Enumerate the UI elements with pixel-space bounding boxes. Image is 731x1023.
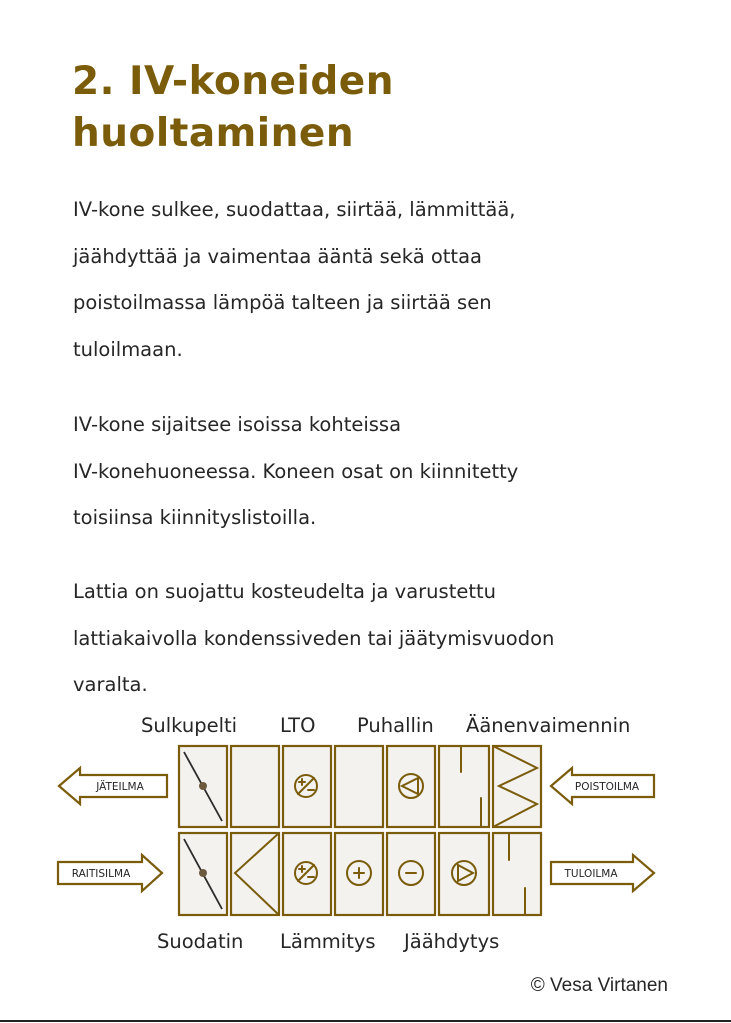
paragraph-line: Lattia on suojattu kosteudelta ja varustettu: [73, 580, 496, 603]
label-aanenvaimennin: Äänenvaimennin: [466, 714, 631, 737]
filter-unit: [231, 833, 279, 915]
damper-pivot: [199, 782, 207, 790]
label-puhallin: Puhallin: [357, 714, 434, 737]
empty-unit: [335, 746, 383, 827]
top-row-units: [179, 746, 541, 827]
arrow-label-jateilma: JÄTEILMA: [96, 781, 144, 793]
bottom-divider: [0, 1020, 731, 1022]
silencer-unit: [493, 833, 541, 915]
copyright-text: © Vesa Virtanen: [530, 975, 668, 996]
paragraph-line: tuloilmaan.: [73, 338, 183, 362]
label-lto: LTO: [280, 714, 316, 737]
paragraph-line: jäähdyttää ja vaimentaa ääntä sekä ottaa: [73, 244, 482, 268]
paragraph-line: IV-konehuoneessa. Koneen osat on kiinnitetty: [73, 459, 519, 483]
arrow-label-raitisilma: RAITISILMA: [71, 868, 131, 880]
fan-unit: [387, 746, 435, 827]
paragraph-line: varalta.: [73, 673, 148, 697]
empty-unit: [231, 746, 279, 827]
heat-recovery-unit: [283, 833, 331, 915]
label-lammitys: Lämmitys: [280, 930, 376, 953]
arrow-label-tuloilma: TULOILMA: [564, 868, 618, 880]
fan-unit: [439, 833, 489, 915]
heat-recovery-unit: [283, 746, 331, 827]
label-jaahdytys: Jäähdytys: [404, 930, 500, 953]
title-line-1: 2. IV-koneiden: [72, 59, 394, 104]
paragraph-line: IV-kone sijaitsee isoissa kohteissa: [73, 413, 402, 436]
paragraph-line: lattiakaivolla kondenssiveden tai jäätymisvuodon: [73, 626, 555, 650]
paragraph-line: IV-kone sulkee, suodattaa, siirtää, lämmittää,: [73, 198, 516, 221]
paragraph-line: poistoilmassa lämpöä talteen ja siirtää sen: [73, 291, 492, 315]
bottom-row-units: [179, 833, 541, 915]
paragraph-line: toisiinsa kiinnityslistoilla.: [73, 506, 317, 530]
label-suodatin: Suodatin: [157, 930, 244, 953]
arrow-label-poistoilma: POISTOILMA: [574, 781, 640, 793]
label-sulkupelti: Sulkupelti: [141, 714, 238, 737]
title-line-2: huoltaminen: [72, 111, 355, 156]
damper-pivot: [199, 869, 207, 877]
